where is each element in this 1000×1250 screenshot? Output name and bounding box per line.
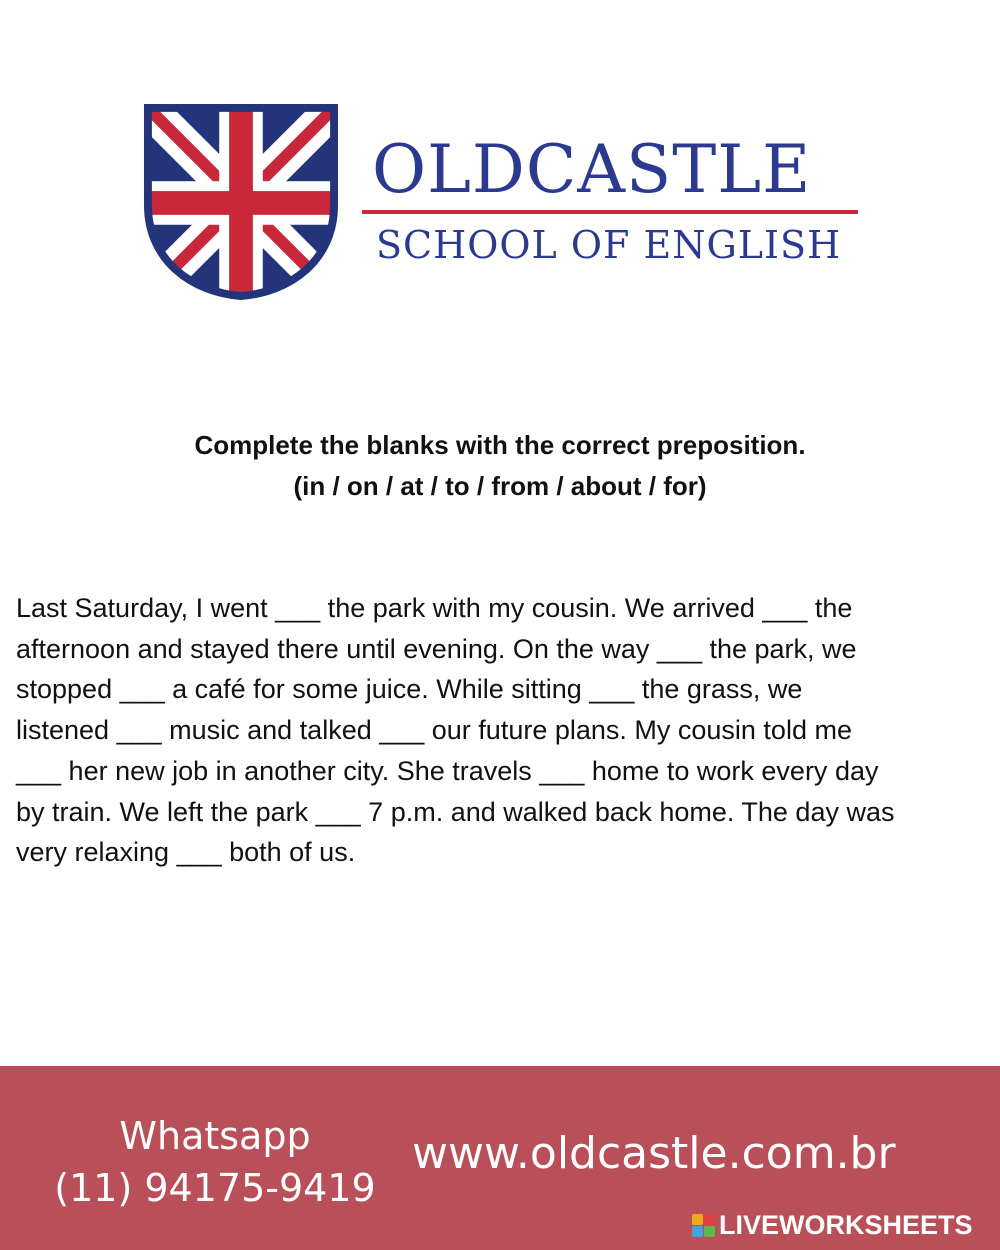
school-logo <box>140 100 870 300</box>
passage-line: ___ her new job in another city. She travels ___ home to work every day <box>16 755 879 786</box>
liveworksheets-badge[interactable] <box>692 1210 973 1240</box>
liveworksheets-text: LIVEWORKSHEETS <box>719 1210 973 1240</box>
instructions <box>0 425 1000 507</box>
website-link[interactable]: www.oldcastle.com.br <box>412 1128 896 1179</box>
school-name: OLDCASTLE <box>372 131 812 208</box>
passage-line: very relaxing ___ both of us. <box>16 837 356 868</box>
phone-number[interactable]: (11) 94175-9419 <box>54 1166 376 1210</box>
union-jack-shield-icon <box>142 102 340 300</box>
logo-divider <box>362 210 858 214</box>
passage-line: Last Saturday, I went ___ the park with my cousin. We arrived ___ the <box>16 593 853 623</box>
passage-line: by train. We left the park ___ 7 p.m. and walked back home. The day was <box>16 796 895 827</box>
instruction-text: Complete the blanks with the correct preposition. <box>194 430 806 460</box>
passage-line: listened ___ music and talked ___ our future plans. My cousin told me <box>16 715 852 746</box>
footer-banner <box>0 1066 1000 1250</box>
whatsapp-contact <box>45 1110 385 1214</box>
preposition-options: (in / on / at / to / from / about / for) <box>293 471 707 501</box>
passage-line: stopped ___ a café for some juice. While sitting ___ the grass, we <box>16 674 803 705</box>
exercise-passage <box>16 588 984 873</box>
school-subtitle: SCHOOL OF ENGLISH <box>376 223 842 267</box>
whatsapp-label: Whatsapp <box>119 1114 311 1158</box>
liveworksheets-logo-icon <box>692 1214 715 1237</box>
passage-line: afternoon and stayed there until evening. On the way ___ the park, we <box>16 633 857 664</box>
